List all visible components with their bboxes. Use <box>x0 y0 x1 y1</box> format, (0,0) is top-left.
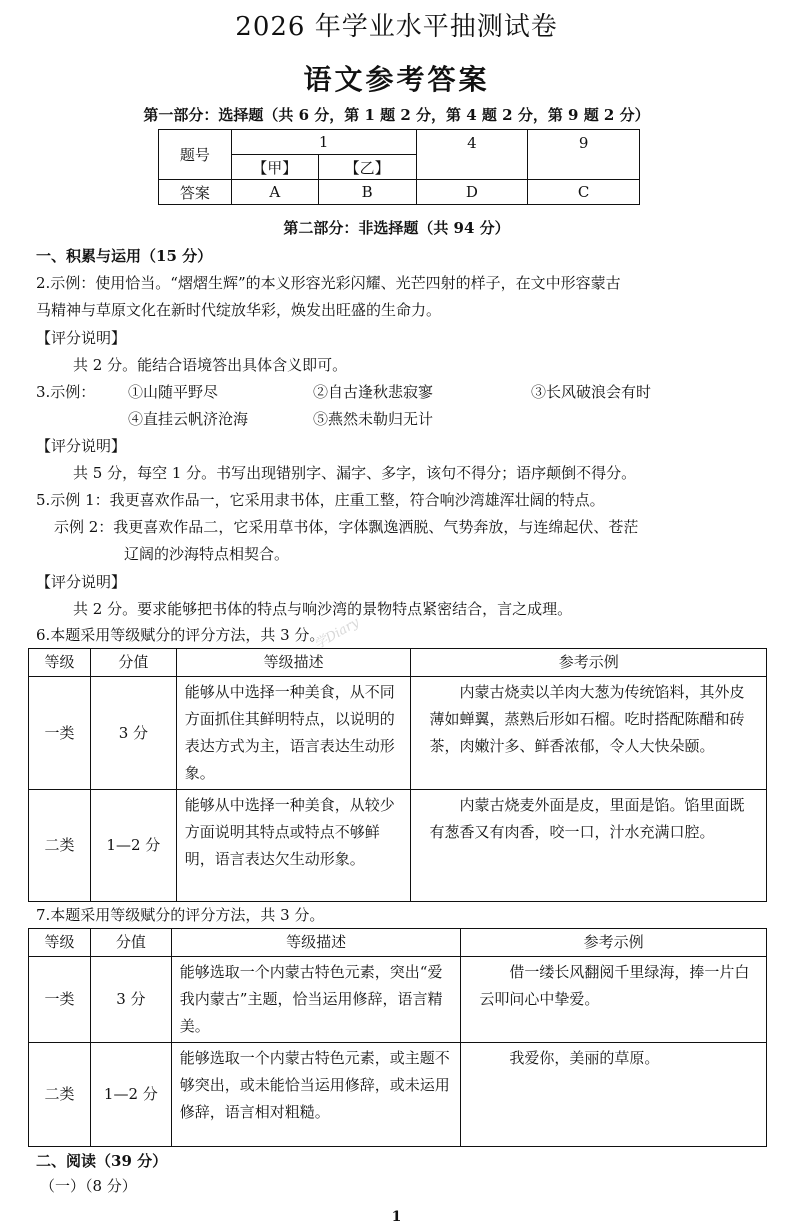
q6-grade-table <box>28 648 767 902</box>
grade-score: 1—2 分 <box>90 1043 171 1147</box>
row-label-answer: 答案 <box>159 180 232 205</box>
grade-example: 我爱你，美丽的草原。 <box>461 1043 767 1147</box>
header-desc: 等级描述 <box>176 649 411 677</box>
answer-key-title: 语文参考答案 <box>303 63 490 96</box>
q5-note: 共 2 分。要求能够把书体的特点与响沙湾的景物特点紧密结合，言之成理。 <box>73 600 573 618</box>
exam-title: 2026 年学业水平抽测试卷 <box>235 12 558 42</box>
q2-answer-line1: 2.示例：使用恰当。“熠熠生辉”的本义形容光彩闪耀、光芒四射的样子，在文中形容蒙古 <box>36 274 621 292</box>
grade-level: 一类 <box>29 957 91 1043</box>
answer-a: A <box>231 180 318 205</box>
q2-note-label: 【评分说明】 <box>36 329 127 347</box>
q1-header: 1 <box>231 130 416 155</box>
q5-example1: 5.示例 1：我更喜欢作品一，它采用隶书体，庄重工整，符合响沙湾雄浑壮阔的特点。 <box>36 491 605 509</box>
grade-level: 一类 <box>29 677 91 790</box>
q3-prefix: 3.示例： <box>36 383 96 401</box>
part1-heading: 第一部分：选择题（共 6 分，第 1 题 2 分，第 4 题 2 分，第 9 题 2 分） <box>143 106 650 124</box>
grade-desc: 能够选取一个内蒙古特色元素，突出“爱我内蒙古”主题，恰当运用修辞，语言精美。 <box>171 957 461 1043</box>
q3-option-4: ④直挂云帆济沧海 <box>128 410 249 428</box>
answer-b: B <box>318 180 416 205</box>
q1-sub-b: 【乙】 <box>318 155 416 180</box>
q4-header: 4 <box>416 130 528 180</box>
q5-example2-cont: 辽阔的沙海特点相契合。 <box>124 545 290 563</box>
section1-heading: 一、积累与运用（15 分） <box>36 247 213 265</box>
q3-option-1: ①山随平野尽 <box>128 383 219 401</box>
row-label-number: 题号 <box>159 130 232 180</box>
header-level: 等级 <box>29 929 91 957</box>
q3-note: 共 5 分，每空 1 分。书写出现错别字、漏字、多字，该句不得分；语序颠倒不得分。 <box>73 464 637 482</box>
section2-sub1: （一）（8 分） <box>40 1177 137 1195</box>
grade-desc: 能够从中选择一种美食，从不同方面抓住其鲜明特点，以说明的表达方式为主，语言表达生动形象。 <box>176 677 411 790</box>
q6-intro: 6.本题采用等级赋分的评分方法，共 3 分。 <box>36 626 325 644</box>
answer-4: D <box>416 180 528 205</box>
header-example: 参考示例 <box>411 649 767 677</box>
grade-example: 内蒙古烧卖以羊肉大葱为传统馅料，其外皮薄如蝉翼，蒸熟后形如石榴。吃时搭配陈醋和砖茶，肉嫩汁多、鲜香浓郁，令人大快朵颐。 <box>411 677 767 790</box>
q1-sub-a: 【甲】 <box>231 155 318 180</box>
section2-heading: 二、阅读（39 分） <box>36 1152 168 1170</box>
q3-option-5: ⑤燕然未勒归无计 <box>313 410 434 428</box>
grade-desc: 能够从中选择一种美食，从较少方面说明其特点或特点不够鲜明，语言表达欠生动形象。 <box>176 790 411 902</box>
grade-score: 3 分 <box>90 677 176 790</box>
grade-desc: 能够选取一个内蒙古特色元素，或主题不够突出，或未能恰当运用修辞，或未运用修辞，语言相对粗糙。 <box>171 1043 461 1147</box>
q2-note: 共 2 分。能结合语境答出具体含义即可。 <box>73 356 348 374</box>
q9-header: 9 <box>528 130 640 180</box>
answer-9: C <box>528 180 640 205</box>
page-number: 1 <box>391 1209 402 1225</box>
header-desc: 等级描述 <box>171 929 461 957</box>
grade-example: 借一缕长风翻阅千里绿海，捧一片白云叩问心中挚爱。 <box>461 957 767 1043</box>
q3-note-label: 【评分说明】 <box>36 437 127 455</box>
grade-level: 二类 <box>29 790 91 902</box>
q3-option-3: ③长风破浪会有时 <box>531 383 652 401</box>
watermark: 学Diary <box>312 615 362 653</box>
q2-answer-line2: 马精神与草原文化在新时代绽放华彩，焕发出旺盛的生命力。 <box>36 301 442 319</box>
header-score: 分值 <box>90 929 171 957</box>
q5-example2: 示例 2：我更喜欢作品二，它采用草书体，字体飘逸洒脱、气势奔放，与连绵起伏、苍茫 <box>54 518 639 536</box>
header-score: 分值 <box>90 649 176 677</box>
grade-level: 二类 <box>29 1043 91 1147</box>
header-level: 等级 <box>29 649 91 677</box>
part2-heading: 第二部分：非选择题（共 94 分） <box>283 219 510 237</box>
grade-score: 1—2 分 <box>90 790 176 902</box>
grade-score: 3 分 <box>90 957 171 1043</box>
q3-option-2: ②自古逢秋悲寂寥 <box>313 383 434 401</box>
header-example: 参考示例 <box>461 929 767 957</box>
q5-note-label: 【评分说明】 <box>36 573 127 591</box>
answer-table <box>158 129 640 205</box>
q7-intro: 7.本题采用等级赋分的评分方法，共 3 分。 <box>36 906 325 924</box>
q7-grade-table <box>28 928 767 1147</box>
grade-example: 内蒙古烧麦外面是皮，里面是馅。馅里面既有葱香又有肉香，咬一口，汁水充满口腔。 <box>411 790 767 902</box>
